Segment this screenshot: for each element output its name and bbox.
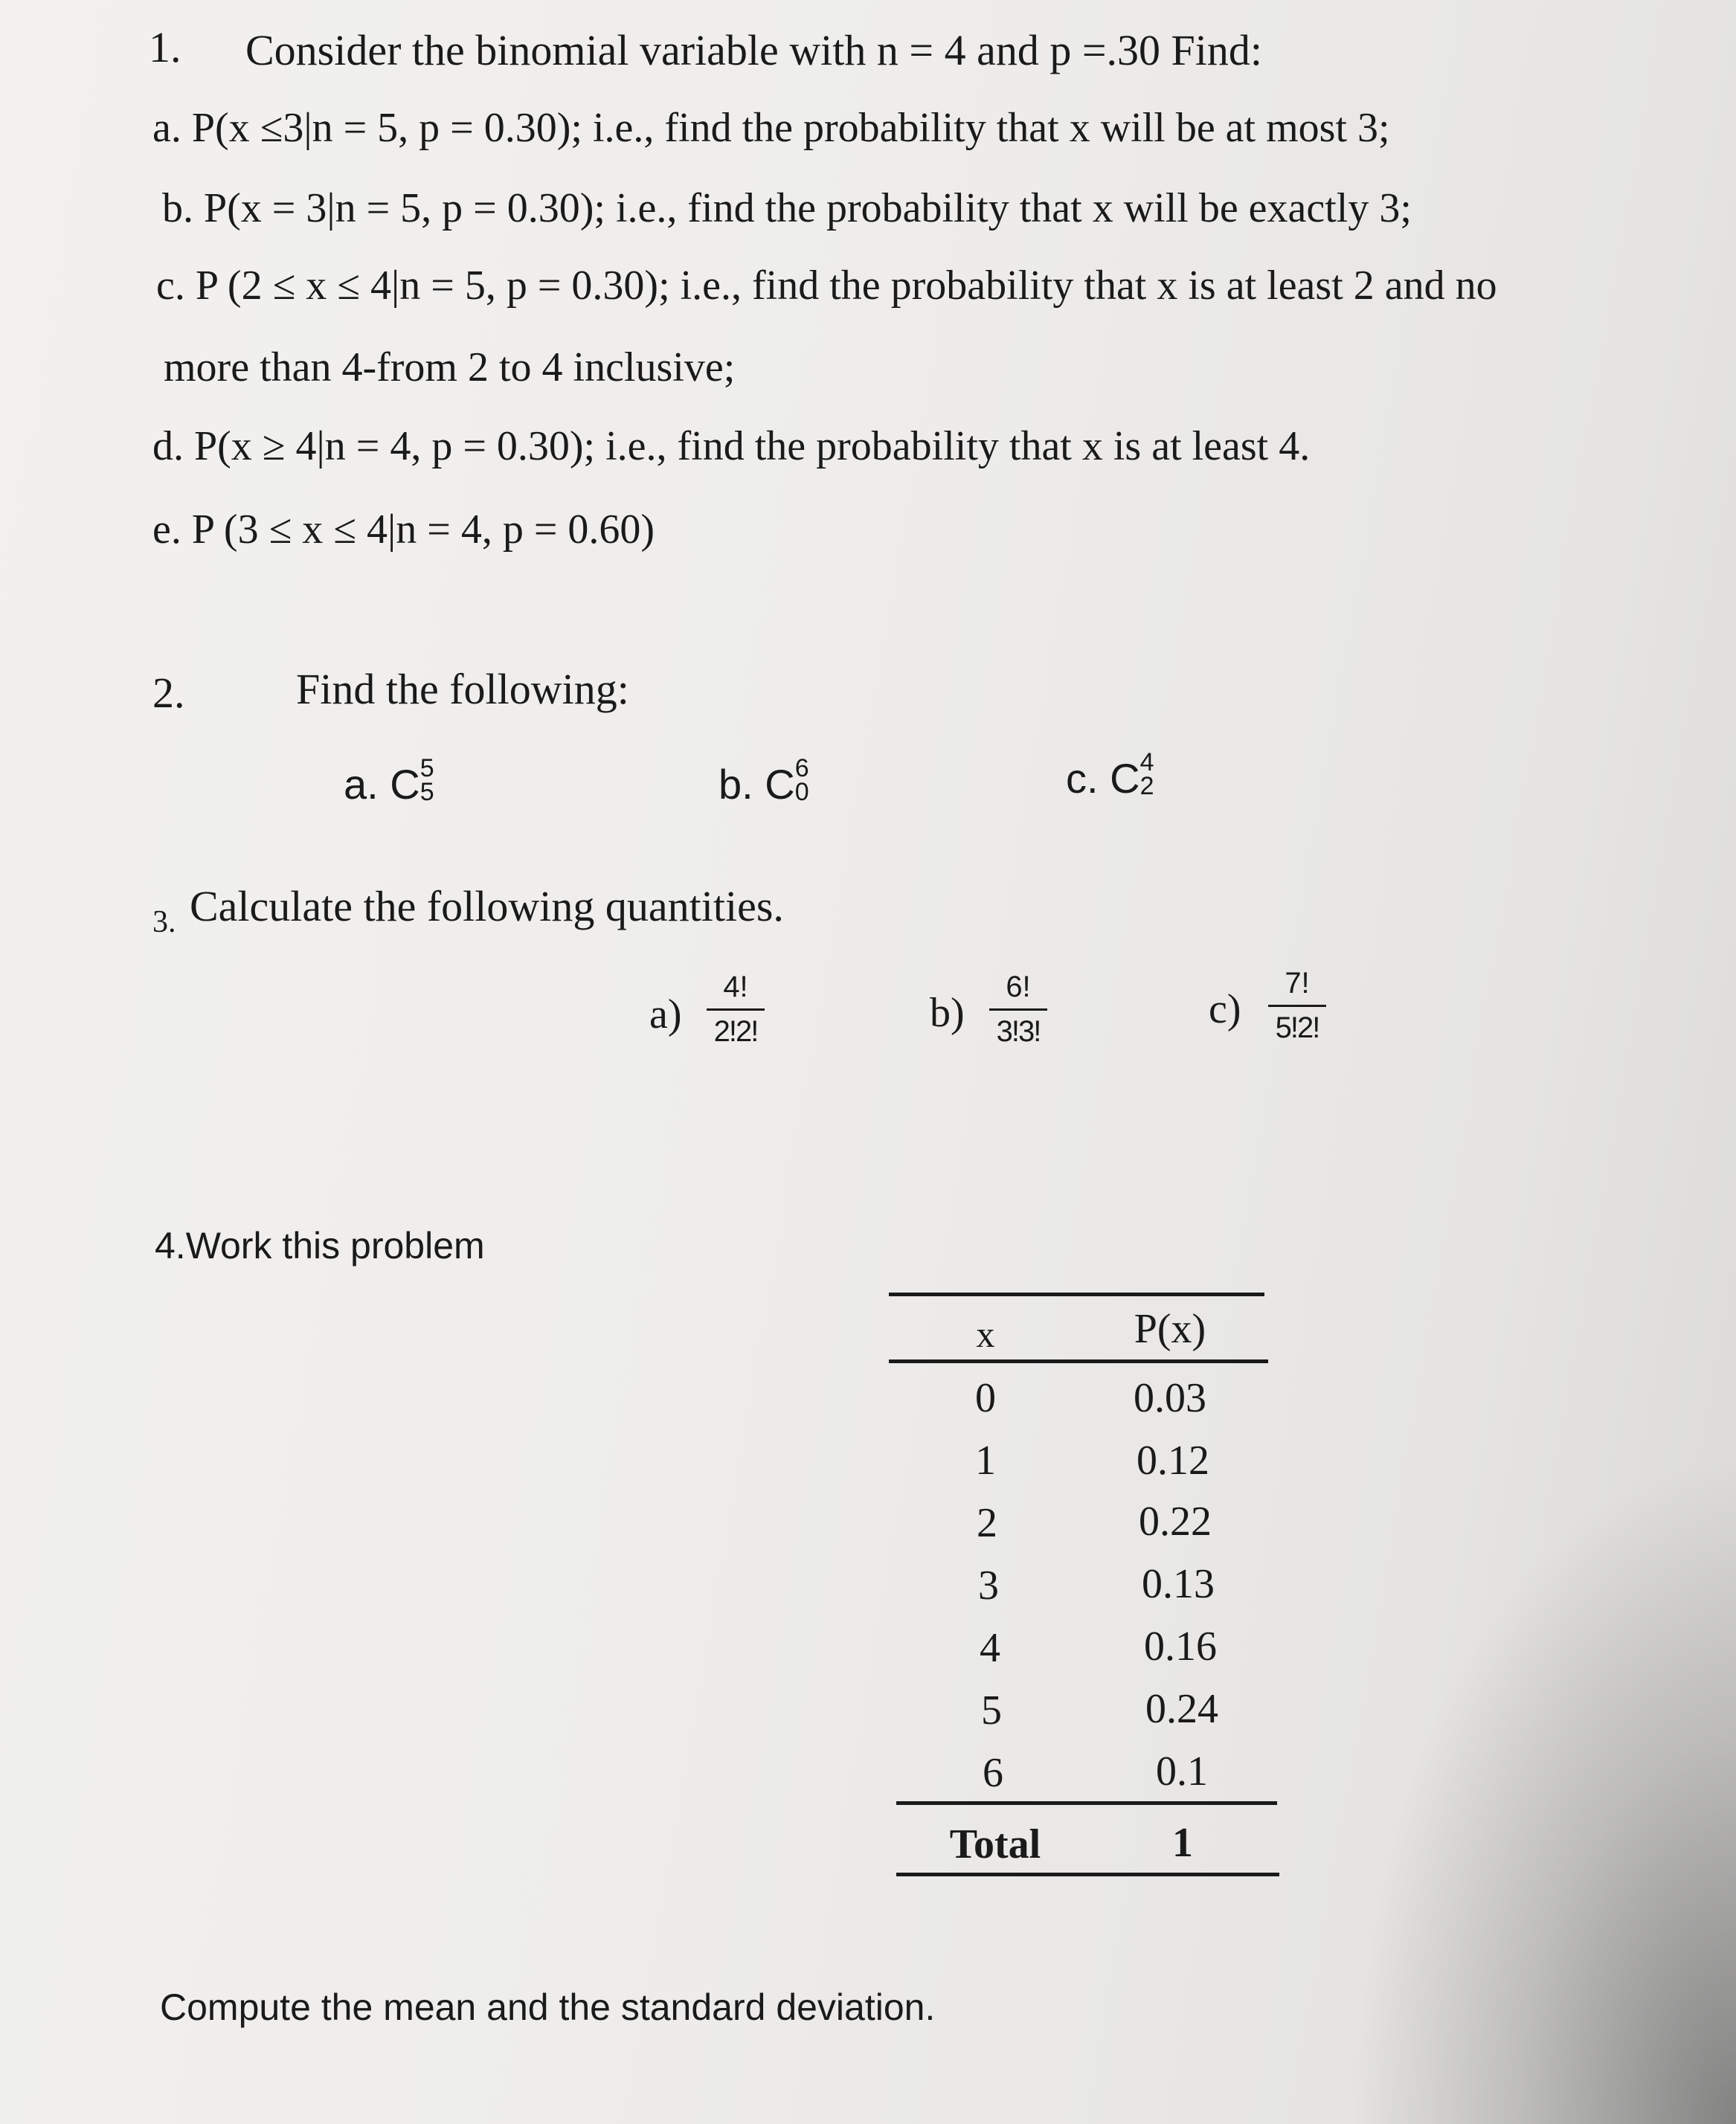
q3-item-a-fraction [707,971,765,1049]
combination-subscript: 5 [419,778,434,806]
q2-title: Find the following: [296,665,629,713]
table-row-4-px: 0.16 [1144,1623,1217,1670]
combination-superscript: 6 [794,754,809,782]
combination-subscript: 2 [1139,772,1154,800]
table-row-5-x: 5 [981,1687,1002,1734]
table-row-5-px: 0.24 [1145,1686,1218,1732]
q1-number: 1. [149,23,181,71]
shadow-overlay [1349,1455,1736,2124]
q4-instruction: Compute the mean and the standard deviation. [160,1986,936,2028]
q1-part-d: d. P(x ≥ 4|n = 4, p = 0.30); i.e., find the probability that x is at least 4. [152,423,1311,469]
table-row-2-x: 2 [977,1500,997,1546]
fraction-numerator: 4! [723,971,748,1003]
q1-part-c-line2: more than 4-from 2 to 4 inclusive; [164,344,736,390]
table-row-4-x: 4 [980,1625,1000,1671]
q2-item-c-label: c. [1066,755,1099,802]
table-row-3-px: 0.13 [1142,1561,1215,1607]
q2-number: 2. [152,669,185,717]
combination-symbol: C 4 2 [1110,748,1154,802]
combination-superscript: 4 [1139,748,1154,776]
table-row-0-px: 0.03 [1134,1375,1206,1421]
table-row-3-x: 3 [978,1563,999,1609]
combination-symbol: C 6 0 [765,754,809,808]
q3-item-b-label: b) [930,990,965,1036]
table-header-px: P(x) [1134,1306,1206,1352]
q3-item-b-fraction [989,971,1047,1049]
table-header-x: x [976,1313,995,1355]
table-header-rule [889,1359,1268,1363]
q3-number: 3. [152,905,176,939]
q1-part-e: e. P (3 ≤ x ≤ 4|n = 4, p = 0.60) [152,506,655,553]
table-row-0-x: 0 [975,1375,996,1421]
fraction-numerator: 6! [1006,971,1031,1003]
table-top-rule [889,1293,1264,1296]
combination-subscript: 0 [794,778,809,806]
q1-part-a: a. P(x ≤3|n = 5, p = 0.30); i.e., find the probability that x will be at most 3; [152,105,1390,151]
q2-item-b [718,754,809,808]
fraction-denominator: 5!2! [1275,1011,1319,1044]
table-row-6-px: 0.1 [1156,1748,1208,1795]
q1-intro: Consider the binomial variable with n = 4 and p =.30 Find: [245,26,1263,74]
q2-item-a-label: a. [344,761,379,808]
table-total-value: 1 [1172,1820,1193,1866]
q3-item-c-fraction [1268,967,1326,1045]
combination-superscript: 5 [419,754,434,782]
q1-part-c-line1: c. P (2 ≤ x ≤ 4|n = 5, p = 0.30); i.e., find the probability that x is at least 2 and no [156,263,1497,309]
table-row-2-px: 0.22 [1139,1499,1212,1545]
table-row-1-x: 1 [975,1438,996,1484]
q3-title: Calculate the following quantities. [190,882,784,930]
table-row-6-x: 6 [983,1750,1003,1796]
q1-part-b: b. P(x = 3|n = 5, p = 0.30); i.e., find the probability that x will be exactly 3; [162,185,1412,231]
q3-item-a-label: a) [649,991,682,1037]
fraction-numerator: 7! [1285,967,1310,1000]
fraction-denominator: 3!3! [996,1015,1041,1048]
combination-symbol: C 5 5 [390,754,434,808]
q4-title: 4.Work this problem [155,1225,485,1267]
q2-item-a [344,754,434,808]
table-total-rule [896,1801,1277,1805]
q2-item-b-label: b. [718,761,753,808]
table-bottom-rule [896,1873,1279,1876]
table-total-label: Total [949,1821,1041,1867]
q2-item-c [1066,748,1154,802]
fraction-denominator: 2!2! [713,1015,758,1048]
q3-item-c-label: c) [1209,986,1241,1032]
table-row-1-px: 0.12 [1137,1438,1209,1484]
